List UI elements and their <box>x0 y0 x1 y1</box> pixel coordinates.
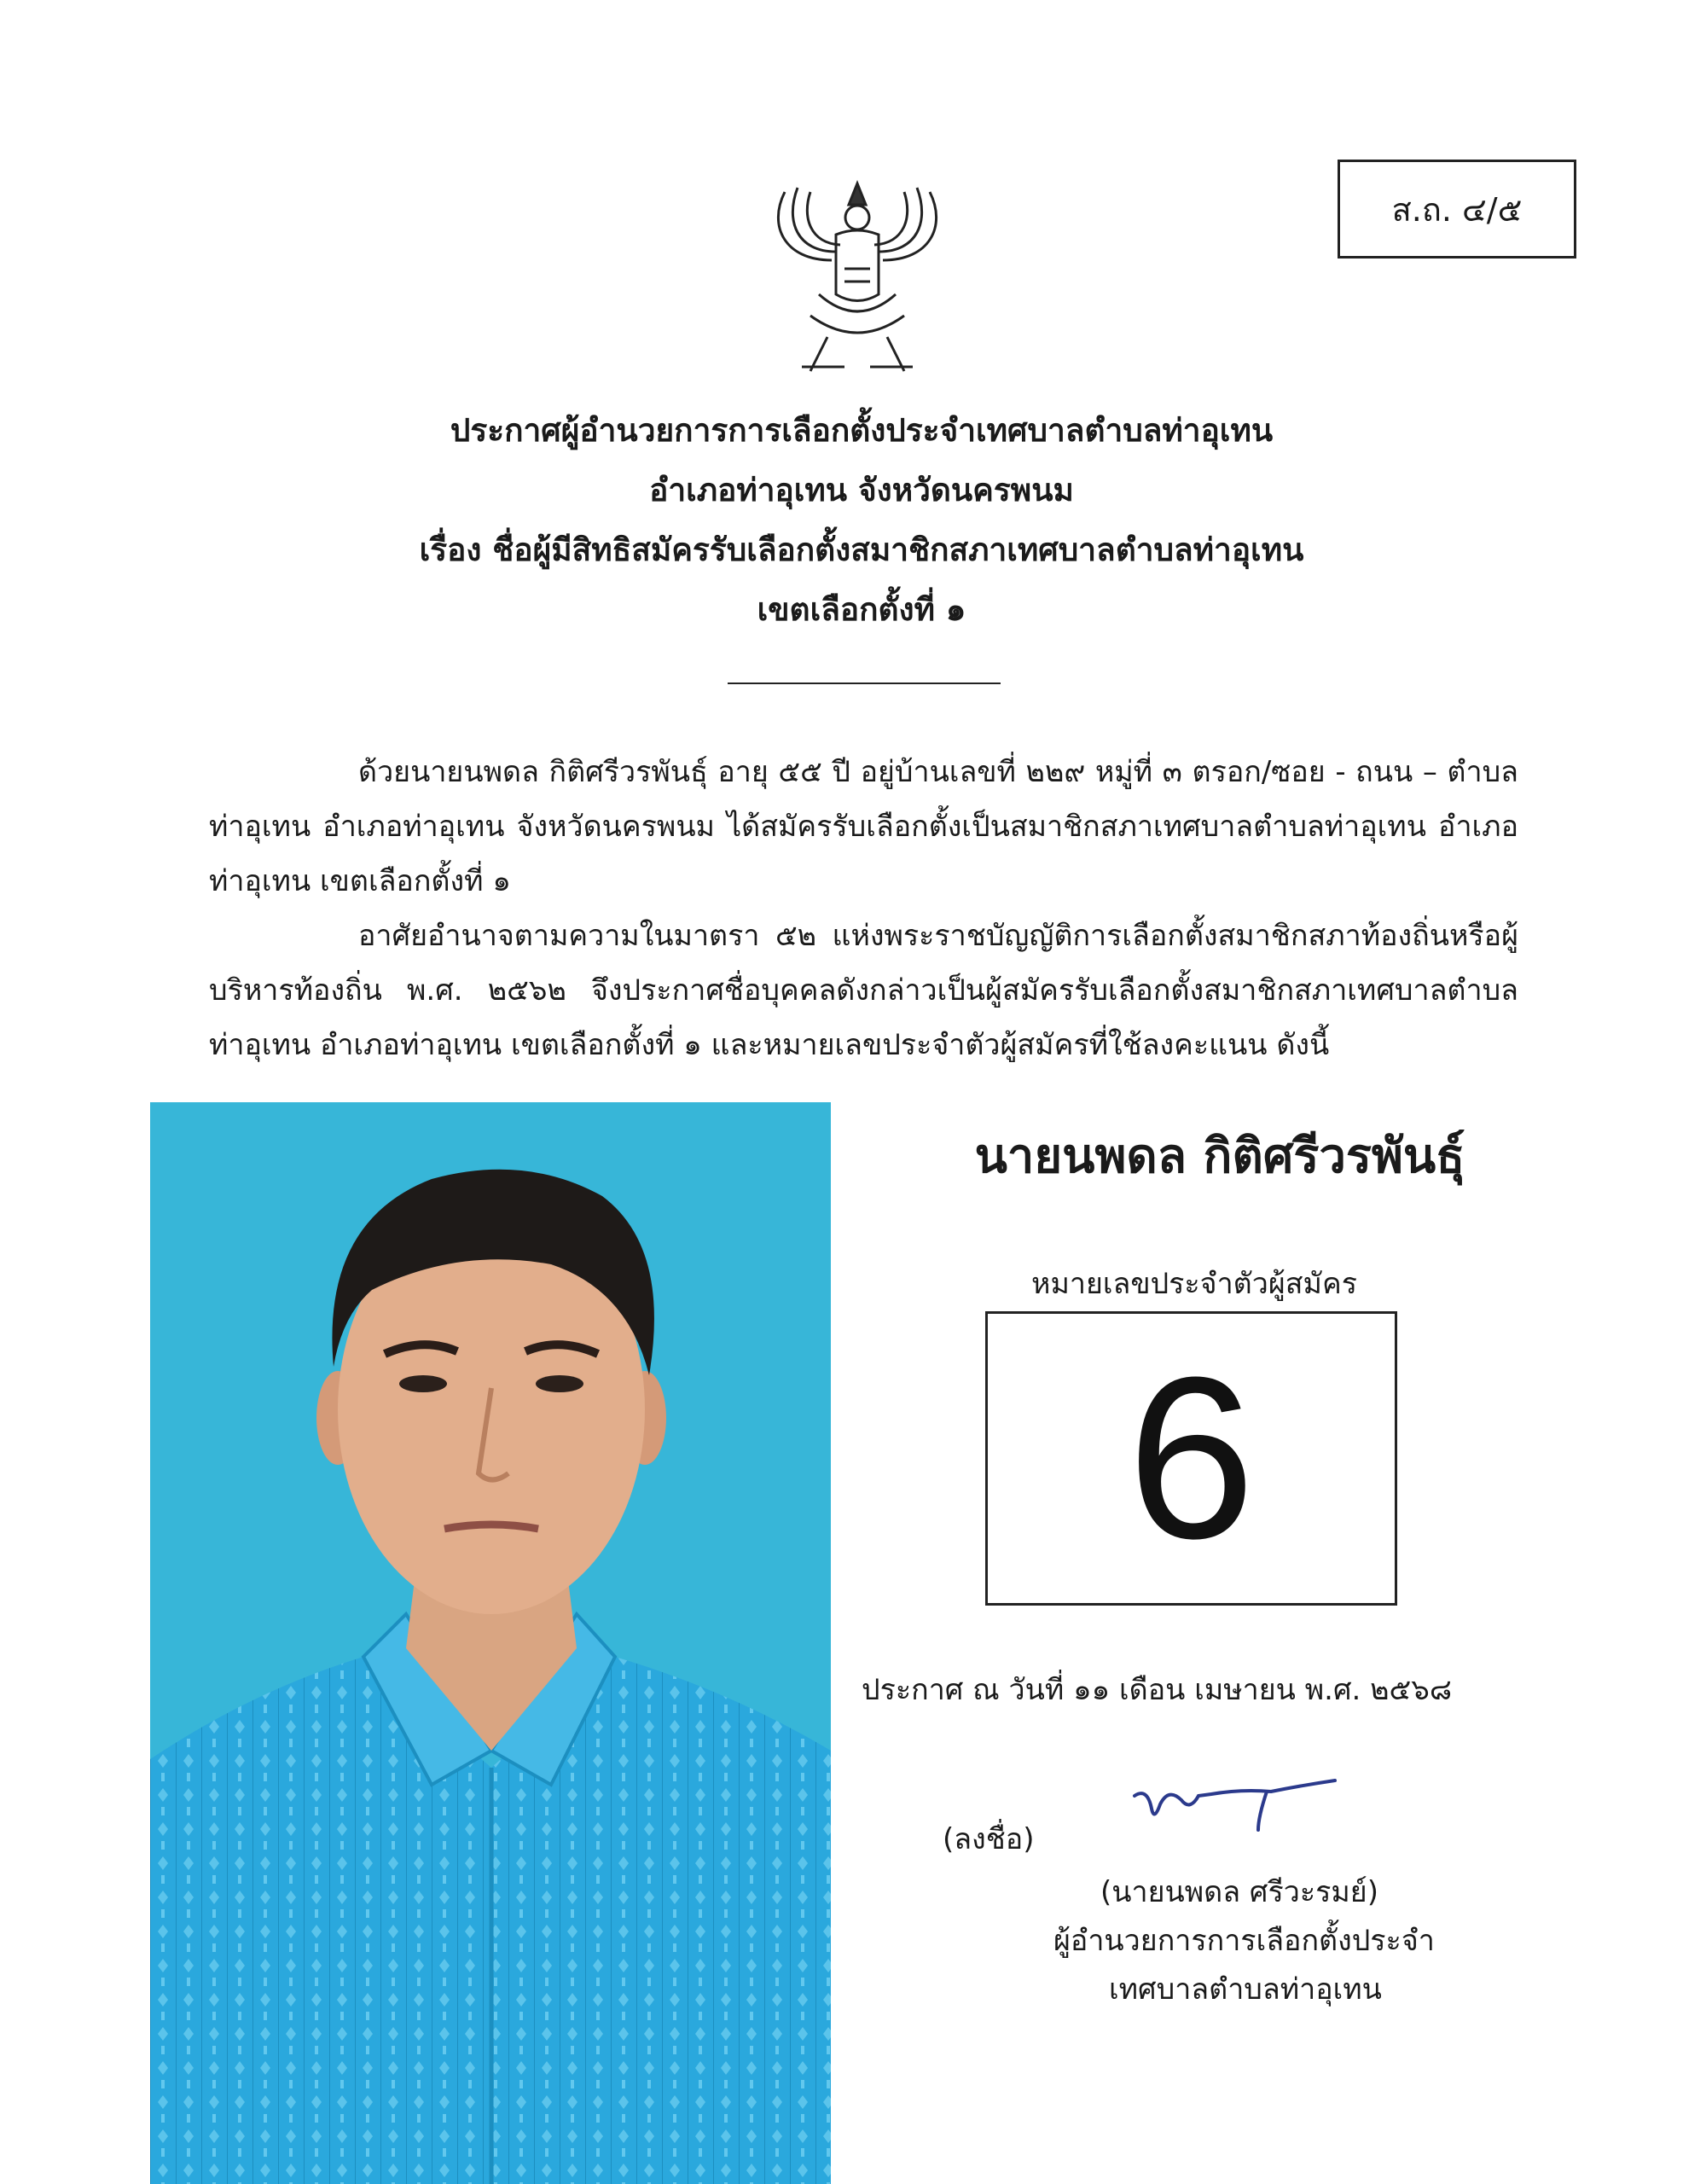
signature-label: (ลงชื่อ) <box>943 1822 1035 1856</box>
candidate-name: นายนพดล กิติศรีวรพันธุ์ <box>974 1129 1465 1184</box>
form-code-box <box>1338 160 1576 258</box>
announcement-date: ประกาศ ณ วันที่ ๑๑ เดือน เมษายน พ.ศ. ๒๕๖๘ <box>862 1673 1453 1707</box>
heading-line-3: เรื่อง ชื่อผู้มีสิทธิสมัครรับเลือกตั้งสมาชิกสภาเทศบาลตำบลท่าอุเทน <box>419 531 1304 568</box>
paragraph-2-text: อาศัยอำนาจตามความในมาตรา ๕๒ แห่งพระราชบัญญัติการเลือกตั้งสมาชิกสภาท้องถิ่นหรือผู้บริหารท้องถิ่น พ.ศ. ๒๕๖๒ จึงประกาศชื่อบุคคลดังกล่าวเป็นผู้สมัครรับเลือกตั้งสมาชิกสภาเทศบาลตำบลท่าอุเทน อำเภอท่าอุเทน เขตเลือกตั้งที่ ๑ และหมายเลขประจำตัวผู้สมัครที่ใช้ลงคะแนน ดังนี้ <box>209 919 1518 1062</box>
candidate-number: 6 <box>1127 1329 1256 1587</box>
candidate-number-label: หมายเลขประจำตัวผู้สมัคร <box>1031 1267 1357 1301</box>
heading-line-2: อำเภอท่าอุเทน จังหวัดนครพนม <box>649 472 1074 508</box>
garuda-emblem-icon <box>751 166 964 380</box>
heading-divider <box>728 682 1001 684</box>
heading-line-1: ประกาศผู้อำนวยการการเลือกตั้งประจำเทศบาลตำบลท่าอุเทน <box>450 412 1274 449</box>
form-code: ส.ถ. ๔/๕ <box>1391 190 1523 229</box>
candidate-photo <box>150 1102 831 2184</box>
body-paragraph-2 <box>209 909 1518 1072</box>
body-paragraph-1 <box>209 745 1518 909</box>
signer-position-line-1: ผู้อำนวยการการเลือกตั้งประจำ <box>1053 1924 1435 1958</box>
signer-position-line-2: เทศบาลตำบลท่าอุเทน <box>1109 1972 1382 2007</box>
candidate-number-box <box>985 1311 1397 1606</box>
paragraph-1-text: ด้วยนายนพดล กิติศรีวรพันธุ์ อายุ ๕๕ ปี อยู่บ้านเลขที่ ๒๒๙ หมู่ที่ ๓ ตรอก/ซอย - ถนน – ตำบลท่าอุเทน อำเภอท่าอุเทน จังหวัดนครพนม ได้สมัครรับเลือกตั้งเป็นสมาชิกสภาเทศบาลตำบลท่าอุเทน อำเภอท่าอุเทน เขตเลือกตั้งที่ ๑ <box>209 755 1518 898</box>
signer-name: (นายนพดล ศรีวะรมย์) <box>1100 1875 1378 1909</box>
heading-line-4: เขตเลือกตั้งที่ ๑ <box>757 591 966 628</box>
handwritten-signature <box>1130 1770 1343 1838</box>
